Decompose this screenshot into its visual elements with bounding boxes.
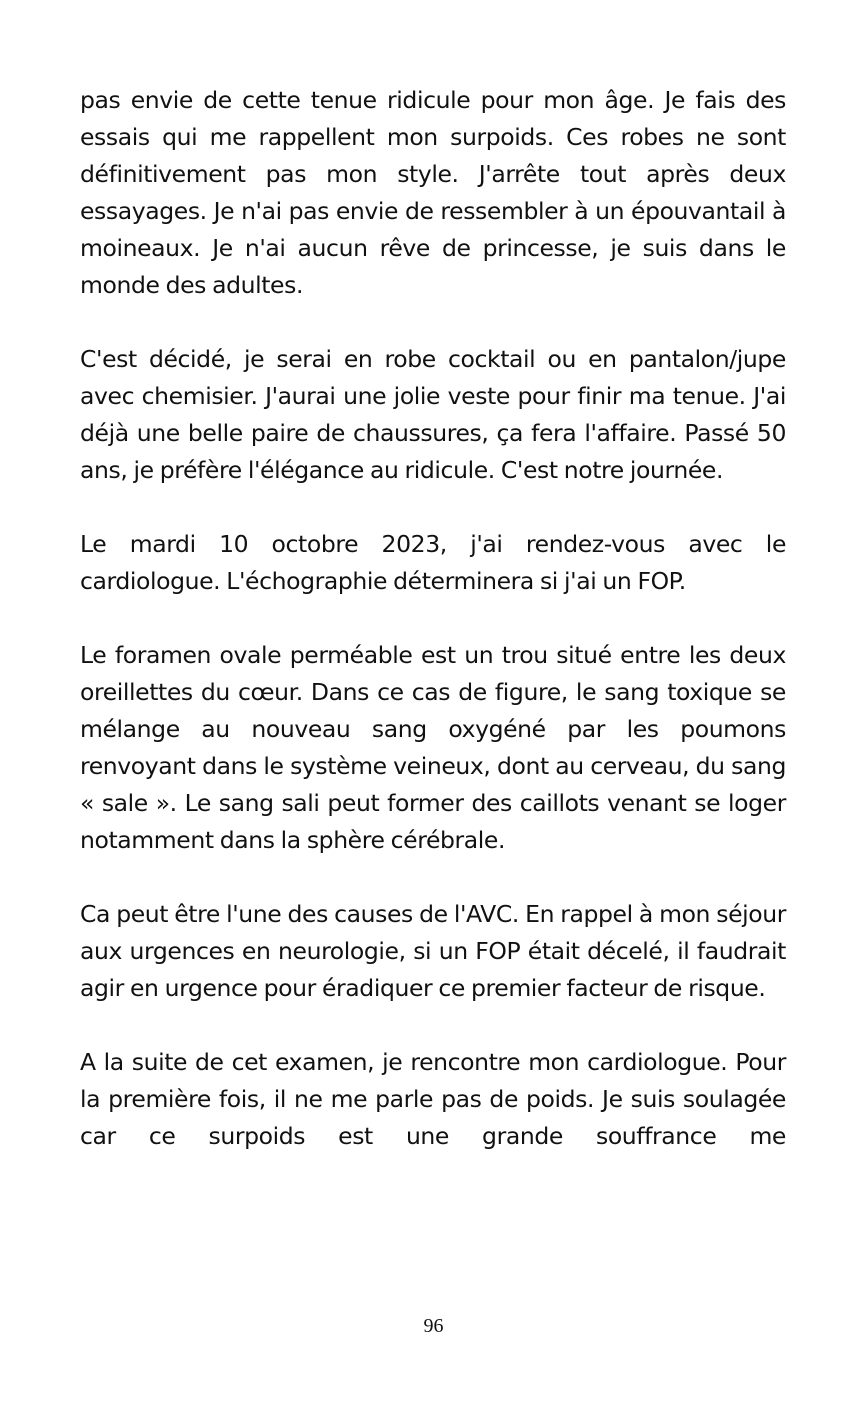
paragraph-3: Le mardi 10 octobre 2023, j'ai rendez-vous avec le cardiologue. L'échographie déterminera si j'ai un FOP. [80,530,786,595]
body-text [80,82,786,1155]
page-number: 96 [423,1315,444,1337]
paragraph-5: Ca peut être l'une des causes de l'AVC. En rappel à mon séjour aux urgences en neurologie, si un FOP était décelé, il faudrait agir en urgence pour éradiquer ce premier facteur de risque. [80,900,786,1002]
paragraph-1: pas envie de cette tenue ridicule pour mon âge. Je fais des essais qui me rappellent mon surpoids. Ces robes ne sont définitivement pas mon style. J'arrête tout après deux essayages. Je n'ai pas envie de ressembler à un épouvantail à moineaux. Je n'ai aucun rêve de princesse, je suis dans le monde des adultes. [80,86,786,299]
paragraph-2: C'est décidé, je serai en robe cocktail ou en pantalon/jupe avec chemisier. J'aurai une jolie veste pour finir ma tenue. J'ai déjà une belle paire de chaussures, ça fera l'affaire. Passé 50 ans, je préfère l'élégance au ridicule. C'est notre journée. [80,345,786,484]
paragraph-6: A la suite de cet examen, je rencontre mon cardiologue. Pour la première fois, il ne me parle pas de poids. Je suis soulagée car ce surpoids est une grande souffrance me [80,1048,786,1150]
paragraph-4: Le foramen ovale perméable est un trou situé entre les deux oreillettes du cœur. Dans ce cas de figure, le sang toxique se mélange au nouveau sang oxygéné par les poumons renvoyant dans le système veineux, dont au cerveau, du sang « sale ». Le sang sali peut former des caillots venant se loger notamment dans la sphère cérébrale. [80,641,786,854]
